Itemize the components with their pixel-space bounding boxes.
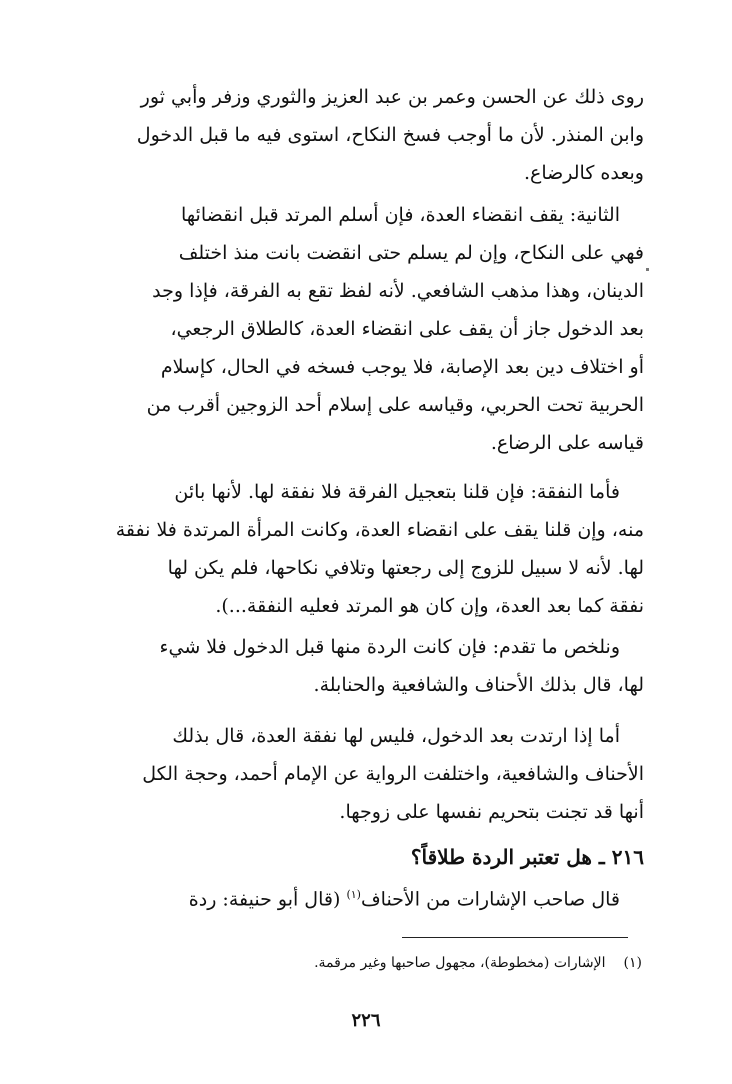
- section-heading: ٢١٦ ـ هل تعتبر الردة طلاقاً؟: [410, 845, 644, 869]
- text-line: قياسه على الرضاع.: [490, 432, 644, 454]
- text-line: وبعده كالرضاع.: [523, 162, 644, 184]
- footnote-text: الإشارات (مخطوطة)، مجهول صاحبها وغير مرقمة.: [314, 955, 606, 971]
- text-line: الأحناف والشافعية، واختلفت الرواية عن الإمام أحمد، وحجة الكل: [142, 763, 644, 785]
- text-line: فهي على النكاح، وإن لم يسلم حتى انقضت بانت منذ اختلف: [178, 242, 644, 264]
- footnote: [68, 952, 642, 974]
- text-line: وابن المنذر. لأن ما أوجب فسخ النكاح، استوى فيه ما قبل الدخول: [136, 124, 644, 146]
- text-line: الدينان، وهذا مذهب الشافعي. لأنه لفظ تقع به الفرقة، فإذا وجد: [152, 280, 644, 302]
- page-number: ٢٢٦: [351, 1010, 381, 1031]
- footnote-number: (١): [623, 955, 642, 971]
- text-line: فأما النفقة: فإن قلنا بتعجيل الفرقة فلا نفقة لها. لأنها بائن: [174, 481, 620, 503]
- paragraph-6-before: قال صاحب الإشارات من الأحناف: [360, 888, 620, 911]
- paragraph-5: [70, 717, 644, 831]
- text-line: أو اختلاف دين بعد الإصابة، فلا يوجب فسخه في الحال، كإسلام: [160, 356, 644, 378]
- text-line: لها، قال بذلك الأحناف والشافعية والحنابلة.: [313, 674, 644, 696]
- text-line: بعد الدخول جاز أن يقف على انقضاء العدة، كالطلاق الرجعي،: [170, 318, 644, 340]
- text-line: لها. لأنه لا سبيل للزوج إلى رجعتها وتلافي نكاحها، فلم يكن لها: [167, 557, 644, 579]
- paragraph-6: [70, 876, 644, 914]
- paragraph-1: [70, 78, 644, 192]
- paragraph-4: [70, 628, 644, 704]
- paragraph-6-after: (قال أبو حنيفة: ردة: [188, 888, 347, 911]
- text-line: [70, 876, 644, 914]
- text-line: روى ذلك عن الحسن وعمر بن عبد العزيز والثوري وزفر وأبي ثور: [140, 86, 644, 108]
- paragraph-2: [70, 196, 644, 462]
- text-line: أنها قد تجنت بتحريم نفسها على زوجها.: [339, 801, 644, 823]
- text-line: نفقة كما بعد العدة، وإن كان هو المرتد فعليه النفقة...).: [215, 595, 644, 617]
- paragraph-3: [70, 473, 644, 625]
- text-line: الثانية: يقف انقضاء العدة، فإن أسلم المرتد قبل انقضائها: [181, 204, 620, 226]
- scan-speck: [646, 268, 649, 271]
- text-line: منه، وإن قلنا يقف على انقضاء العدة، وكانت المرأة المرتدة فلا نفقة: [115, 519, 644, 541]
- text-line: أما إذا ارتدت بعد الدخول، فليس لها نفقة العدة، قال بذلك: [172, 725, 620, 747]
- footnote-divider: [402, 937, 628, 938]
- footnote-marker[interactable]: (١): [346, 888, 361, 901]
- text-line: ونلخص ما تقدم: فإن كانت الردة منها قبل الدخول فلا شيء: [159, 636, 620, 658]
- text-line: الحربية تحت الحربي، وقياسه على إسلام أحد الزوجين أقرب من: [146, 394, 644, 416]
